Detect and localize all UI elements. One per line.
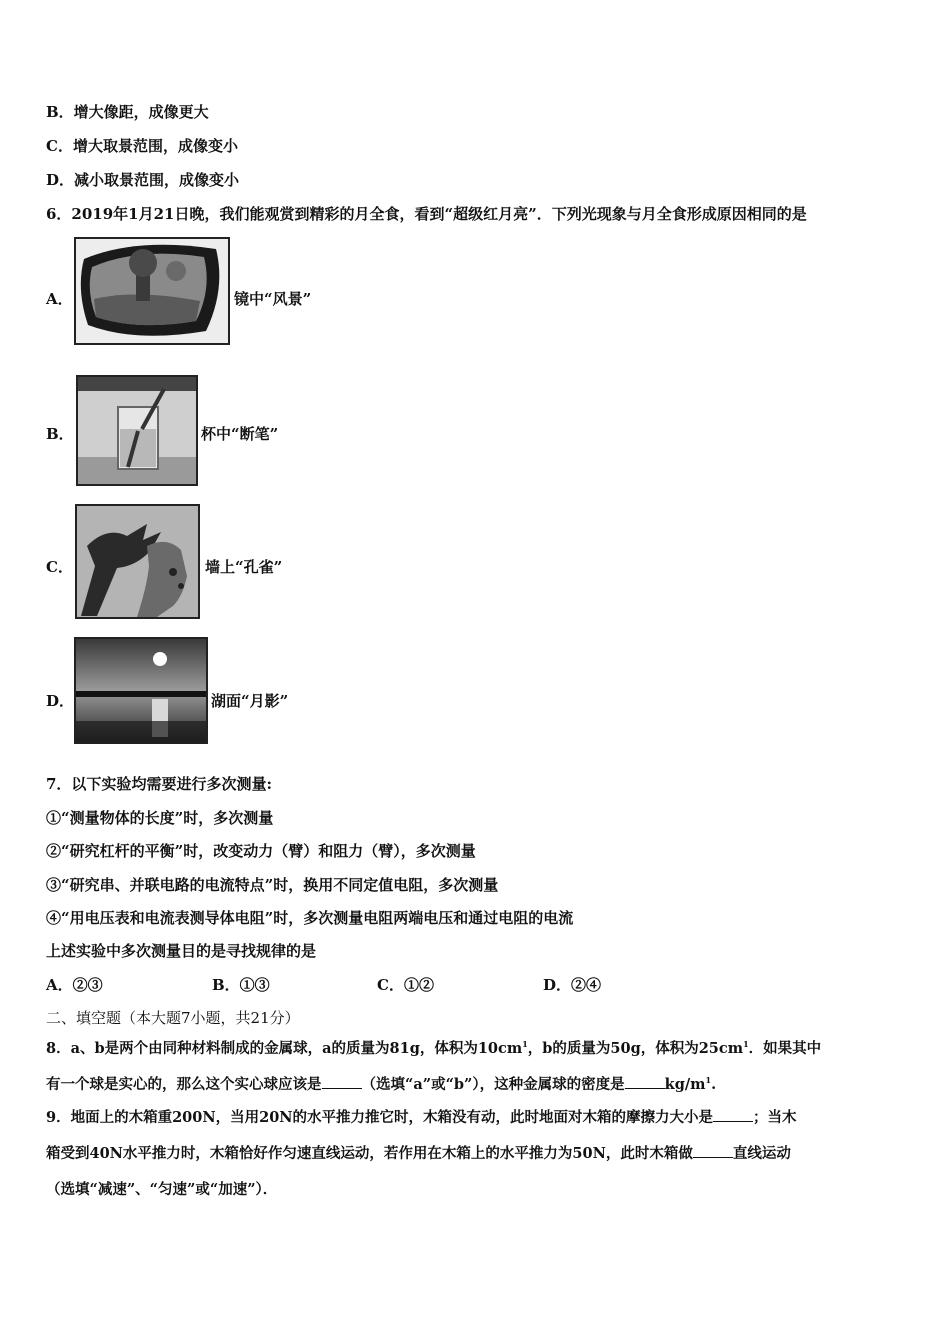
q9-line-1: 9．地面上的木箱重200N，当用20N的水平推力推它时，木箱没有动，此时地面对木箱的摩擦力大小是 ；当木	[46, 1109, 797, 1126]
q5-option-d: D．减小取景范围，成像变小	[46, 171, 240, 189]
mirror-image	[74, 237, 230, 345]
q7-item-3: ③“研究串、并联电路的电流特点”时，换用不同定值电阻，多次测量	[46, 876, 499, 894]
q8-line-1: 8．a、b是两个由同种材料制成的金属球，a的质量为81g，体积为$10cm^1$，b的质量为50g，体积为$25cm^1$．如果其中	[46, 1039, 822, 1057]
q6-option-a-label: A．	[46, 290, 73, 308]
q7-choice-d: D．②④	[543, 976, 602, 994]
q5-option-c: C．增大取景范围，成像变小	[46, 137, 238, 155]
q6-option-a-caption: 镜中“风景”	[234, 290, 312, 308]
lake-moon-image	[74, 637, 208, 744]
q7-choice-a: A．②③	[46, 976, 103, 994]
hand-shadow-image	[75, 504, 200, 619]
q7-choice-b: B．①③	[212, 976, 270, 994]
q6-option-d-caption: 湖面“月影”	[211, 692, 289, 710]
q7-question: 上述实验中多次测量目的是寻找规律的是	[46, 942, 317, 960]
q8-blank-2[interactable]	[625, 1074, 665, 1089]
q6-option-d-label: D．	[46, 692, 75, 710]
q5-option-b: B．增大像距，成像更大	[46, 103, 209, 121]
q6-option-b-caption: 杯中“断笔”	[201, 425, 279, 443]
q6-stem: 6．2019年1月21日晚，我们能观赏到精彩的月全食，看到“超级红月亮”．下列光现象与月全食形成原因相同的是	[46, 205, 807, 223]
q7-stem: 7．以下实验均需要进行多次测量:	[46, 775, 272, 793]
q8-blank-1[interactable]	[322, 1074, 362, 1089]
section-heading: 二、填空题（本大题7小题，共21分）	[46, 1009, 300, 1027]
q7-item-1: ①“测量物体的长度”时，多次测量	[46, 809, 274, 827]
q6-option-c-caption: 墙上“孔雀”	[205, 558, 283, 576]
q8-line-2: 有一个球是实心的，那么这个实心球应该是 （选填“a”或“b”），这种金属球的密度是 $kg/m^1$.	[46, 1075, 717, 1093]
glass-pencil-image	[76, 375, 198, 486]
q7-item-4: ④“用电压表和电流表测导体电阻”时，多次测量电阻两端电压和通过电阻的电流	[46, 909, 574, 927]
q7-item-2: ②“研究杠杆的平衡”时，改变动力（臂）和阻力（臂），多次测量	[46, 842, 476, 860]
q9-line-2: 箱受到40N水平推力时，木箱恰好作匀速直线运动，若作用在木箱上的水平推力为50N，此时木箱做 直线运动	[46, 1145, 791, 1162]
q9-blank-2[interactable]	[693, 1143, 733, 1158]
q9-line-3: （选填“减速”、“匀速”或“加速”）．	[46, 1181, 278, 1198]
q6-option-b-label: B．	[46, 425, 74, 443]
q7-choice-c: C．①②	[377, 976, 434, 994]
q6-option-c-label: C．	[46, 558, 73, 576]
q9-blank-1[interactable]	[713, 1107, 753, 1122]
